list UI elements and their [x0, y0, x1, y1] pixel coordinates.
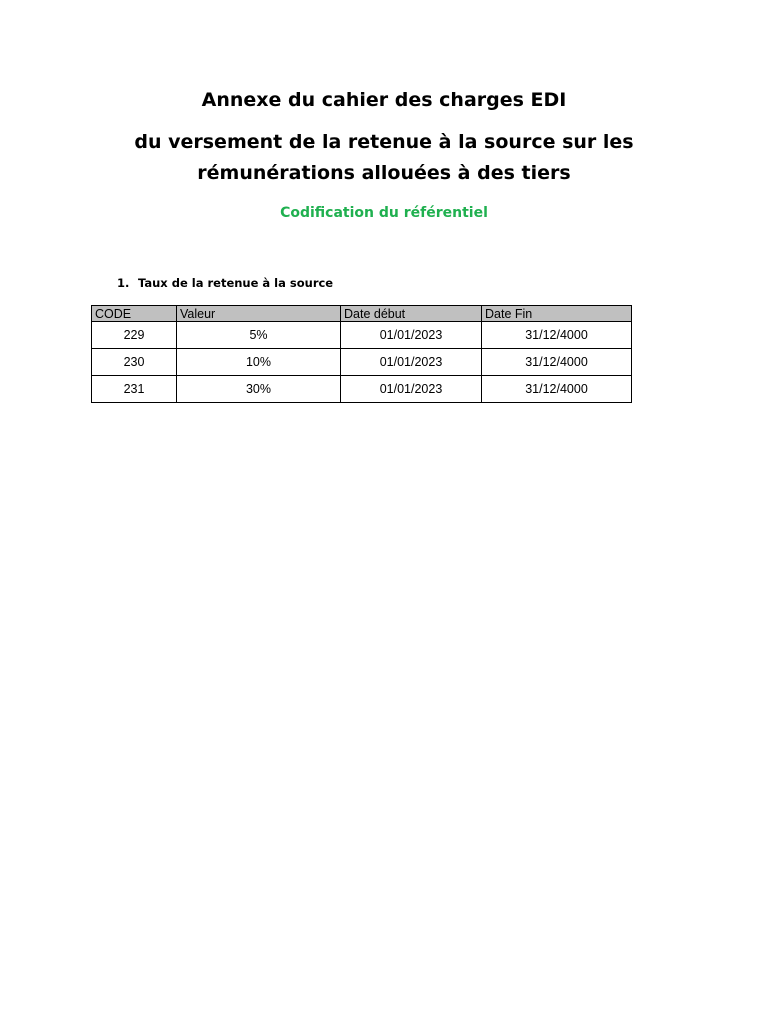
rates-table: [91, 305, 632, 403]
cell-date-debut: 01/01/2023: [341, 322, 482, 349]
column-header-date-fin: Date Fin: [482, 306, 632, 322]
cell-date-debut: 01/01/2023: [341, 376, 482, 403]
cell-date-fin: 31/12/4000: [482, 349, 632, 376]
cell-date-fin: 31/12/4000: [482, 376, 632, 403]
cell-code: 229: [92, 322, 177, 349]
cell-date-fin: 31/12/4000: [482, 322, 632, 349]
cell-date-debut: 01/01/2023: [341, 349, 482, 376]
table-header-row: [92, 306, 632, 322]
cell-code: 231: [92, 376, 177, 403]
section-heading: [117, 274, 333, 292]
cell-code: 230: [92, 349, 177, 376]
column-header-valeur: Valeur: [177, 306, 341, 322]
document-subtitle-block: [0, 127, 768, 189]
table-row: [92, 376, 632, 403]
document-title-line-3: rémunérations allouées à des tiers: [197, 162, 571, 184]
column-header-date-debut: Date début: [341, 306, 482, 322]
document-title-line-2: du versement de la retenue à la source sur les: [134, 131, 634, 153]
section-number: 1.: [117, 276, 130, 290]
cell-valeur: 30%: [177, 376, 341, 403]
cell-valeur: 5%: [177, 322, 341, 349]
section-subtitle: Codification du référentiel: [280, 205, 488, 221]
document-title: Annexe du cahier des charges EDI: [201, 89, 567, 111]
table-row: [92, 349, 632, 376]
column-header-code: CODE: [92, 306, 177, 322]
section-title: Taux de la retenue à la source: [138, 276, 334, 290]
table-row: [92, 322, 632, 349]
cell-valeur: 10%: [177, 349, 341, 376]
